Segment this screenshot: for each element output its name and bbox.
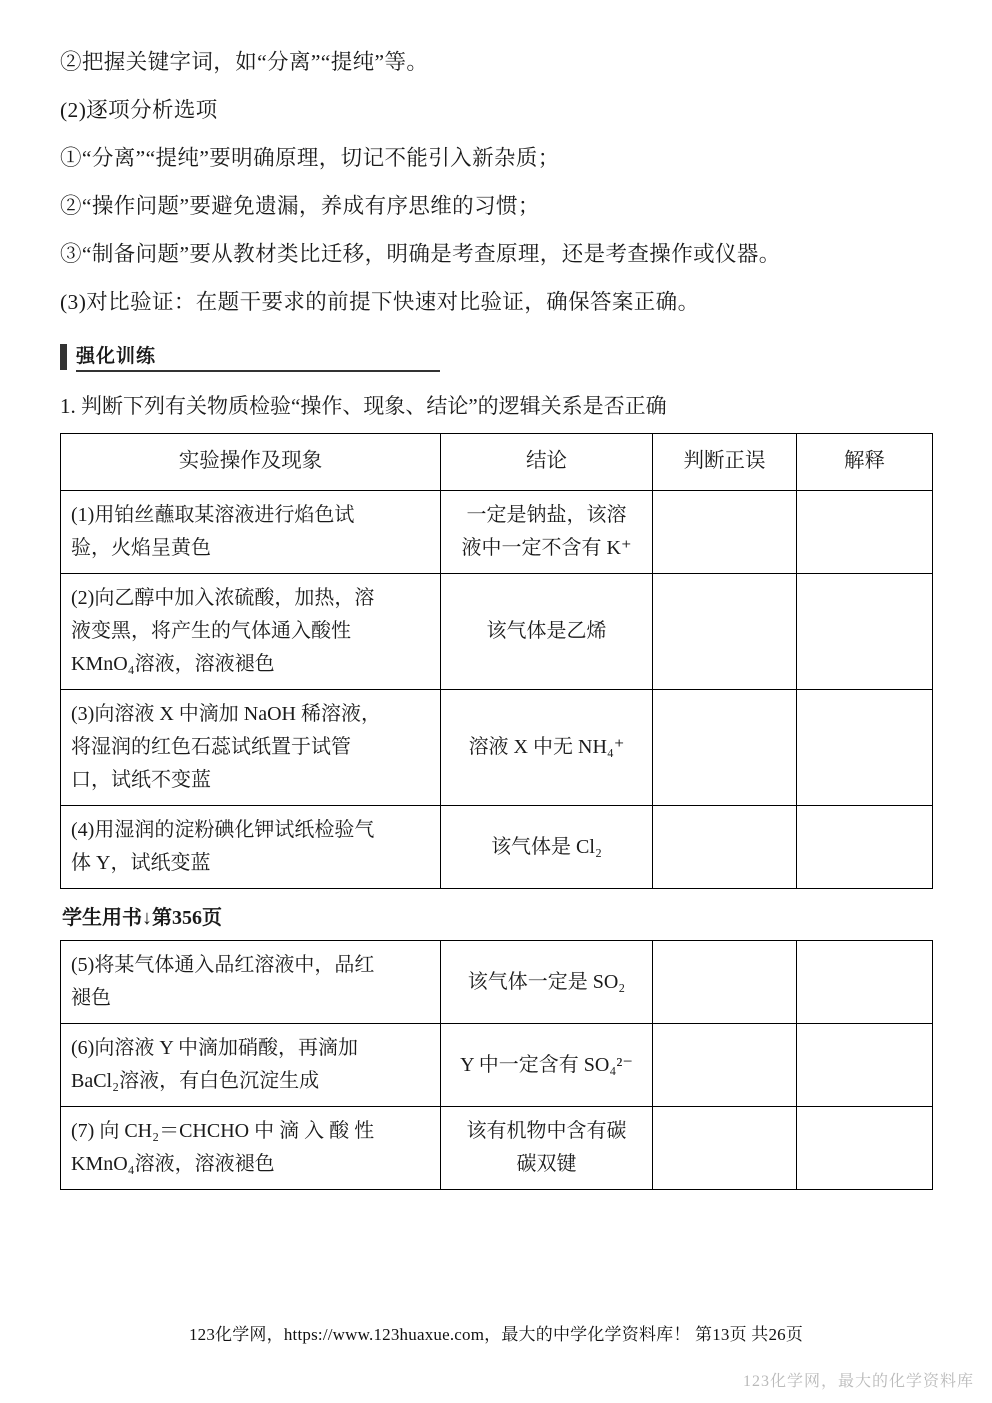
cell-conclusion [441,690,653,806]
operation-line: 将湿润的红色石蕊试纸置于试管 [71,736,351,759]
watermark: 123化学网，最大的化学资料库 [742,1373,974,1390]
cell-judge[interactable] [653,1024,797,1107]
conclusion-line: 溶液 X 中无 NH₄⁺ [468,736,625,759]
paragraph: (2)逐项分析选项 [60,97,218,122]
intro-paragraphs [60,42,932,324]
cell-operation [61,941,441,1024]
col-header-conclusion: 结论 [441,434,653,491]
student-book-prefix: 学生用书 [62,907,142,930]
paragraph: ①“分离”“提纯”要明确原理，切记不能引入新杂质； [60,145,560,170]
table-row [61,1024,933,1107]
table-row [61,806,933,889]
operation-line: (1)用铂丝蘸取某溶液进行焰色试 [71,504,355,527]
table-row [61,491,933,574]
cell-operation [61,806,441,889]
cell-explain[interactable] [797,574,933,690]
conclusion-line: 液中一定不含有 K⁺ [461,537,632,560]
conclusion-line: 该气体是 Cl₂ [491,835,602,858]
section-heading [60,342,932,372]
operation-line: 褪色 [71,987,111,1010]
conclusion-line: 该气体一定是 SO₂ [467,970,626,993]
operation-line: (5)将某气体通入品红溶液中，品红 [71,954,375,977]
operation-line: KMnO₄溶液，溶液褪色 [71,1153,275,1176]
cell-operation [61,491,441,574]
section-rule [160,370,440,372]
operation-line: (4)用湿润的淀粉碘化钾试纸检验气 [71,819,375,842]
cell-judge[interactable] [653,574,797,690]
operation-line: 体 Y，试纸变蓝 [71,852,211,875]
col-header-judge: 判断正误 [653,434,797,491]
cell-operation [61,1107,441,1190]
section-bar-icon [60,344,67,370]
operation-line: (2)向乙醇中加入浓硫酸，加热，溶 [71,587,375,610]
cell-conclusion [441,491,653,574]
conclusion-line: 该有机物中含有碳 [466,1120,627,1143]
page-footer: 123化学网，https://www.123huaxue.com，最大的中学化学资料库！ 第13页 共26页 [188,1325,804,1344]
cell-judge[interactable] [653,491,797,574]
cell-explain[interactable] [797,806,933,889]
cell-explain[interactable] [797,1107,933,1190]
cell-conclusion [441,574,653,690]
operation-line: (6)向溶液 Y 中滴加硝酸，再滴加 [71,1037,359,1060]
cell-judge[interactable] [653,941,797,1024]
cell-judge[interactable] [653,806,797,889]
table-header-row [61,434,933,491]
cell-conclusion [441,806,653,889]
cell-operation [61,574,441,690]
student-book-note [62,901,932,930]
question-text: 1. 判断下列有关物质检验“操作、现象、结论”的逻辑关系是否正确 [60,393,667,418]
table-row [61,1107,933,1190]
exercise-table-part1 [60,433,933,889]
section-heading-label: 强化训练 [76,341,160,372]
cell-conclusion [441,1107,653,1190]
paragraph: ③“制备问题”要从教材类比迁移，明确是考查原理，还是考查操作或仪器。 [60,241,781,266]
cell-explain[interactable] [797,491,933,574]
table-row [61,941,933,1024]
conclusion-line: 碳双键 [516,1153,577,1176]
exercise-table-part2 [60,940,933,1190]
cell-explain[interactable] [797,941,933,1024]
col-header-operation: 实验操作及现象 [61,434,441,491]
cell-operation [61,690,441,806]
cell-conclusion [441,1024,653,1107]
col-header-explain: 解释 [797,434,933,491]
conclusion-line: Y 中一定含有 SO₄²⁻ [460,1053,633,1076]
cell-judge[interactable] [653,1107,797,1190]
down-arrow-icon: ↓ [142,907,152,930]
operation-line: BaCl₂溶液，有白色沉淀生成 [71,1070,320,1093]
operation-line: 口，试纸不变蓝 [71,769,211,792]
paragraph: ②“操作问题”要避免遗漏，养成有序思维的习惯； [60,193,540,218]
operation-line: 验，火焰呈黄色 [71,537,211,560]
cell-conclusion [441,941,653,1024]
cell-operation [61,1024,441,1107]
operation-line: (7) 向 CH₂＝CHCHO 中 滴 入 酸 性 [71,1120,375,1143]
student-book-page: 第356页 [152,907,222,930]
operation-line: 液变黑，将产生的气体通入酸性 [71,620,351,643]
table-row [61,574,933,690]
paragraph: ②把握关键字词，如“分离”“提纯”等。 [60,50,429,74]
cell-judge[interactable] [653,690,797,806]
paragraph: (3)对比验证：在题干要求的前提下快速对比验证，确保答案正确。 [60,289,700,314]
operation-line: (3)向溶液 X 中滴加 NaOH 稀溶液， [71,703,381,726]
conclusion-line: 一定是钠盐，该溶 [466,504,627,527]
cell-explain[interactable] [797,1024,933,1107]
table-row [61,690,933,806]
conclusion-line: 该气体是乙烯 [486,620,607,643]
operation-line: KMnO₄溶液，溶液褪色 [71,653,275,676]
cell-explain[interactable] [797,690,933,806]
